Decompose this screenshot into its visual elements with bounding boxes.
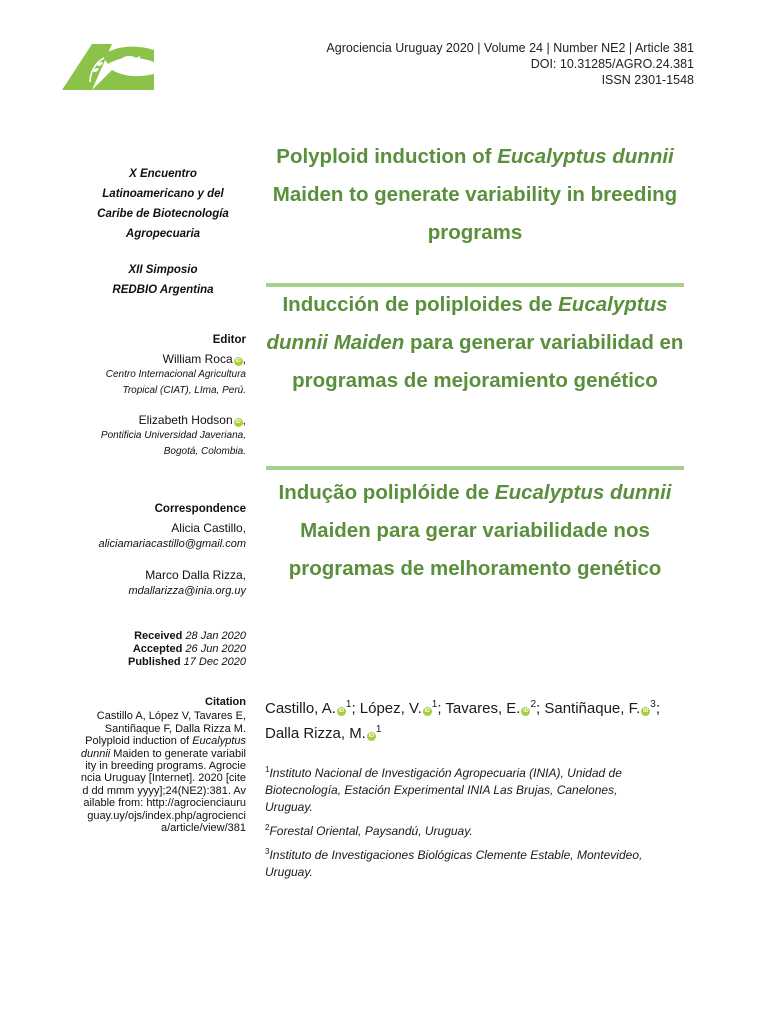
title-portuguese: Indução poliplóide de Eucalyptus dunnii Maiden para gerar variabilidade nos programas de melhoramento genético: [278, 481, 672, 580]
correspondent-name: Marco Dalla Rizza,: [145, 568, 246, 582]
editor-affiliation: Centro Internacional Agricultura Tropical (CIAT), LIma, Perú.: [105, 369, 246, 396]
editor-name: William Roca iD ,: [162, 352, 246, 366]
correspondent-email[interactable]: mdallarizza@inia.org.uy: [128, 585, 246, 597]
dates-section: [80, 630, 246, 669]
orcid-icon[interactable]: iD: [235, 358, 241, 364]
orcid-icon[interactable]: iD: [643, 708, 649, 714]
issn: ISSN 2301-1548: [601, 73, 694, 87]
editor-name: Elizabeth Hodson iD ,: [138, 413, 246, 427]
orcid-icon[interactable]: iD: [235, 419, 241, 425]
author: Dalla Rizza, M. $iD^1$: [265, 724, 382, 742]
accepted-date: Accepted 26 Jun 2020: [132, 643, 246, 655]
editor-label: Editor: [212, 334, 246, 346]
citation-text: Castillo A, López V, Tavares E, Santiñaque F, Dalla Rizza M. Polyploid induction of Eucalyptus dunnii Maiden to generate variability in breeding programs. Agrociencia Uruguay [Internet]. 2020 [cited dd mmm yyyy];24(NE2):381. Available from: http://agrocienciauruguay.uy/ojs/index.php/agrociencia/article/view/381: [80, 710, 246, 835]
correspondence-label: Correspondence: [154, 503, 246, 515]
journal-logo: [62, 42, 156, 92]
title-english: Polyploid induction of Eucalyptus dunnii Maiden to generate variability in breeding programs: [272, 145, 678, 244]
affiliation-1: $^1$Instituto Nacional de Investigación Agropecuaria (INIA), Unidad de Biotecnología, Estación Experimental INIA Las Brujas, Canelones, Uruguay.: [265, 765, 622, 814]
title-spanish: Inducción de poliploides de Eucalyptus dunnii Maiden para generar variabilidad en programas de mejoramiento genético: [266, 293, 684, 392]
orcid-icon[interactable]: iD: [523, 708, 529, 714]
journal-line: Agrociencia Uruguay 2020 | Volume 24 | Number NE2 | Article 381: [326, 41, 694, 55]
orcid-icon[interactable]: iD: [338, 708, 345, 714]
correspondent-name: Alicia Castillo,: [171, 521, 246, 535]
orcid-icon[interactable]: iD: [368, 733, 375, 739]
editor-section: [80, 334, 246, 460]
published-date: Published 17 Dec 2020: [127, 656, 246, 668]
journal-header: [326, 40, 694, 88]
citation-label: Citation: [205, 696, 246, 708]
title-divider: [266, 466, 684, 470]
editor-affiliation: Pontificia Universidad Javeriana, Bogotá, Colombia.: [100, 430, 246, 457]
affiliation-2: $^2$Forestal Oriental, Paysandú, Uruguay.: [265, 823, 473, 838]
affiliation-3: $^3$Instituto de Investigaciones Biológicas Clemente Estable, Montevideo, Uruguay.: [265, 847, 643, 879]
citation-section: [80, 696, 246, 834]
event-info: [80, 164, 246, 316]
correspondent-email[interactable]: aliciamariacastillo@gmail.com: [98, 538, 246, 550]
correspondence-section: [80, 503, 246, 599]
doi[interactable]: DOI: 10.31285/AGRO.24.381: [530, 57, 694, 71]
author: Castillo, A. $iD^1$;: [265, 699, 360, 717]
author: Tavares, E. $iD^2$;: [445, 699, 545, 717]
author: López, V. $iD^1$;: [359, 699, 446, 717]
event-line-1: X Encuentro Latinoamericano y del Caribe de Biotecnología Agropecuaria: [97, 168, 229, 240]
orcid-icon[interactable]: iD: [424, 708, 431, 714]
event-line-2: XII Simposio REDBIO Argentina: [112, 264, 214, 296]
author: Santiñaque, F. $iD^3$;: [544, 699, 660, 717]
received-date: Received 28 Jan 2020: [134, 630, 246, 642]
author-list: [265, 694, 685, 744]
